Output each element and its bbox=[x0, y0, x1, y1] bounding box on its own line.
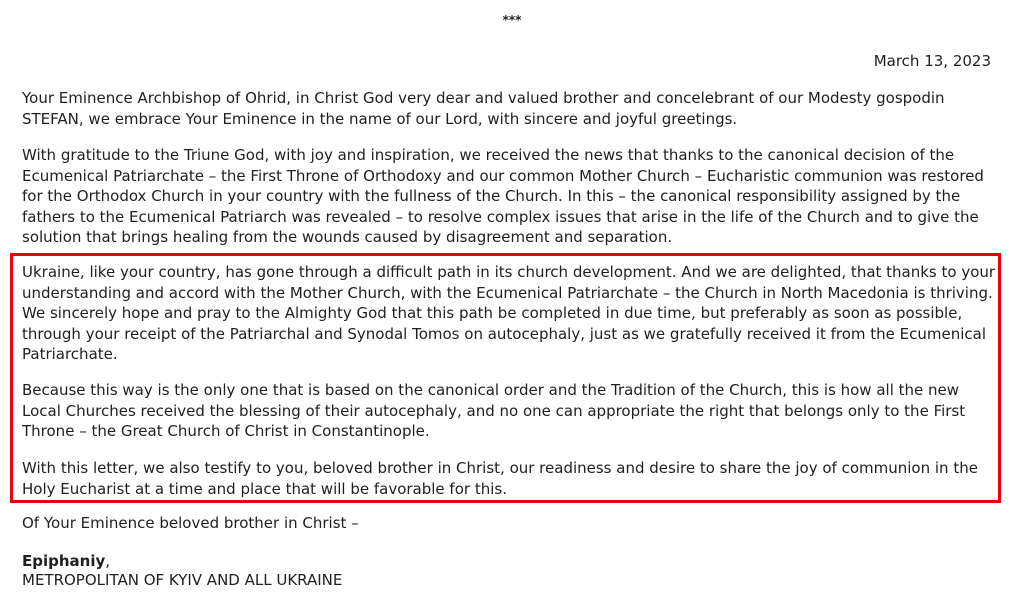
section-separator: *** bbox=[502, 13, 522, 27]
signature-title: METROPOLITAN OF KYIV AND ALL UKRAINE bbox=[22, 571, 343, 589]
ukraine-paragraph: Ukraine, like your country, has gone through a difficult path in its church development. And we are delighted, that thanks to your understanding and accord with the Mother Church, with the Ecumenical Patriarchate – the Church in North Macedonia is thriving. We sincerely hope and pray to the Almighty God that this path be completed in due time, but preferably as soon as possible, through your receipt of the Patriarchal and Synodal Tomos on autocephaly, just as we gratefully received it from the Ecumenical Patriarchate. bbox=[22, 263, 996, 363]
signature-name: Epiphaniy bbox=[22, 552, 106, 570]
signature-name-line bbox=[22, 551, 110, 572]
closing-line: Of Your Eminence beloved brother in Christ – bbox=[22, 514, 359, 532]
testimony-paragraph: With this letter, we also testify to you, beloved brother in Christ, our readiness and desire to share the joy of communion in the Holy Eucharist at a time and place that will be favorable for this. bbox=[22, 459, 978, 498]
greeting-paragraph: Your Eminence Archbishop of Ohrid, in Christ God very dear and valued brother and concelebrant of our Modesty gospodin STEFAN, we embrace Your Eminence in the name of our Lord, with sincere and joyful greetings. bbox=[22, 89, 945, 128]
signature-name-comma: , bbox=[105, 552, 111, 570]
canonical-order-paragraph: Because this way is the only one that is based on the canonical order and the Tradition of the Church, this is how all the new Local Churches received the blessing of their autocephaly, and no one can appropriate the right that belongs only to the First Throne – the Great Church of Christ in Constantinople. bbox=[22, 381, 966, 440]
gratitude-paragraph: With gratitude to the Triune God, with joy and inspiration, we received the news that thanks to the canonical decision of the Ecumenical Patriarchate – the First Throne of Orthodoxy and our common Mother Church – Eucharistic communion was restored for the Orthodox Church in your country with the fullness of the Church. In this – the canonical responsibility assigned by the fathers to the Ecumenical Patriarch was revealed – to resolve complex issues that arise in the life of the Church and to give the solution that brings healing from the wounds caused by disagreement and separation. bbox=[22, 146, 984, 246]
letter-date: March 13, 2023 bbox=[873, 52, 991, 70]
